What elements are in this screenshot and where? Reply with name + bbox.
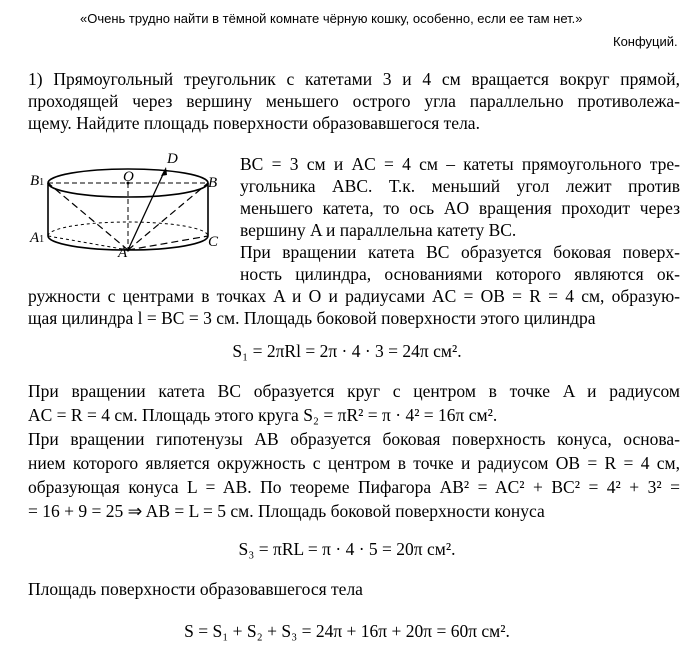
label-D: D xyxy=(167,151,178,167)
label-A1: A1 xyxy=(30,230,45,246)
solution-line-9: При вращении катета BC образуется круг с центром в точке A и радиусом xyxy=(28,381,680,401)
formula-S2-line: AC = R = 4 см. Площадь этого круга S₂ = πR² = π · 4² = 16π см². xyxy=(28,405,498,425)
solution-line-10: При вращении гипотенузы AB образуется боковая поверхность конуса, основа- xyxy=(28,429,680,449)
label-A: A xyxy=(118,245,128,261)
epigraph-author: Конфуций. xyxy=(613,34,678,49)
solution-line-5: При вращении катета BC образуется боковая поверх- xyxy=(240,242,680,262)
solution-line-13: = 16 + 9 = 25 ⇒ AB = L = 5 см. Площадь боковой поверхности конуса xyxy=(28,501,545,521)
solution-line-3: меньшего катета, то ось AO вращения проходит через xyxy=(240,198,680,218)
formula-total: S = S₁ + S₂ + S₃ = 24π + 16π + 20π = 60π см². xyxy=(184,621,510,641)
line-AB xyxy=(128,183,208,250)
solution-line-14: Площадь поверхности образовавшегося тела xyxy=(28,579,363,599)
solution-line-1: BC = 3 см и AC = 4 см – катеты прямоугольного тре- xyxy=(240,154,680,174)
label-B: B xyxy=(208,175,218,191)
label-B1: B1 xyxy=(30,173,45,189)
solution-line-4: вершину A и параллельна катету BC. xyxy=(240,220,517,240)
problem-line-1: 1) Прямоугольный треугольник с катетами 3 и 4 см вращается вокруг прямой, xyxy=(28,69,680,89)
arrow-D xyxy=(161,167,167,176)
problem-line-3: щему. Найдите площадь поверхности образовавшегося тела. xyxy=(28,113,480,133)
problem-line-2: проходящей через вершину меньшего острого угла параллельно противолежа- xyxy=(28,91,680,111)
label-C: C xyxy=(208,234,219,250)
cylinder-figure xyxy=(25,148,235,278)
solution-line-8: щая цилиндра l = BC = 3 см. Площадь боковой поверхности этого цилиндра xyxy=(28,308,596,328)
solution-line-2: угольника ABC. Т.к. меньший угол лежит против xyxy=(240,176,680,196)
formula-S3: S₃ = πRL = π · 4 · 5 = 20π см². xyxy=(238,539,456,559)
solution-line-6: ность цилиндра, основаниями которого являются ок- xyxy=(240,264,680,284)
formula-S1: S₁ = 2πRl = 2π · 4 · 3 = 24π см². xyxy=(232,341,462,361)
solution-line-12: образующая конуса L = AB. По теореме Пифагора AB² = AC² + BC² = 4² + 3² = xyxy=(28,477,680,497)
line-AB1 xyxy=(48,183,128,250)
solution-line-11: нием которого является окружность с центром в точке и радиусом OB = R = 4 см, xyxy=(28,453,680,473)
label-O: O xyxy=(123,169,134,185)
epigraph-quote: «Очень трудно найти в тёмной комнате чёрную кошку, особенно, если ее там нет.» xyxy=(80,11,583,26)
solution-line-7: ружности с центрами в точках A и O и радиусами AC = OB = R = 4 см, образую- xyxy=(28,286,680,306)
